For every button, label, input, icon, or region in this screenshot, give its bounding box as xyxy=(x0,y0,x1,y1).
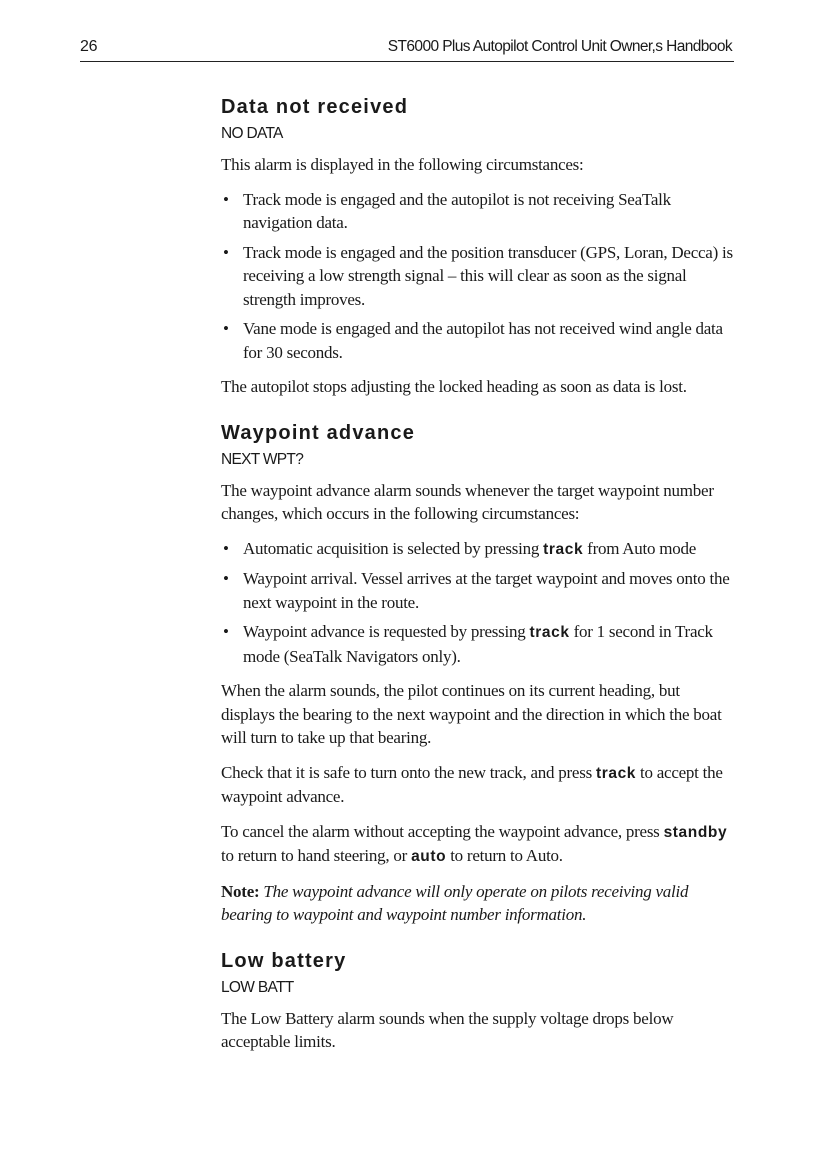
display-code: NEXT WPT? xyxy=(221,450,304,468)
list-item xyxy=(221,537,736,562)
section-heading: Waypoint advance xyxy=(221,421,416,444)
list-item: • Waypoint arrival. Vessel arrives at the target waypoint and moves onto the next waypoint in the route. xyxy=(221,567,736,614)
text-run: to return to hand steering, or xyxy=(221,846,412,865)
paragraph: This alarm is displayed in the following circumstances: xyxy=(221,155,584,174)
section-heading: Data not received xyxy=(221,96,409,118)
page-body xyxy=(221,93,736,1065)
list-item: • Vane mode is engaged and the autopilot has not received wind angle data for 30 seconds. xyxy=(221,317,736,364)
paragraph: When the alarm sounds, the pilot continues on its current heading, but displays the bearing to the next waypoint and the direction in which the boat will turn to take up that bearing. xyxy=(221,681,722,747)
text-run: to accept the waypoint advance. xyxy=(221,762,723,806)
text-run: from Auto mode xyxy=(583,538,697,558)
paragraph: The waypoint advance alarm sounds whenever the target waypoint number changes, which occurs in the following circumstances: xyxy=(221,480,714,523)
paragraph: The autopilot stops adjusting the locked heading as soon as data is lost. xyxy=(221,377,687,396)
section-low-battery xyxy=(221,947,736,1054)
section-waypoint-advance xyxy=(221,419,736,927)
text-run: Waypoint advance is requested by pressing xyxy=(243,622,530,641)
text-run: To cancel the alarm without accepting the waypoint advance, press xyxy=(221,821,664,841)
text-run: Check that it is safe to turn onto the new track, and press xyxy=(221,762,596,782)
paragraph xyxy=(221,761,736,809)
key-name-track: track xyxy=(595,764,637,782)
key-name-standby: standby xyxy=(663,823,728,841)
key-name-auto: auto xyxy=(411,848,447,865)
display-code: NO DATA xyxy=(221,125,283,142)
text-run: Automatic acquisition is selected by pressing xyxy=(243,538,544,558)
text-run: to return to Auto. xyxy=(446,846,563,865)
section-data-not-received xyxy=(221,93,736,399)
page-number: 26 xyxy=(80,38,98,55)
display-code: LOW BATT xyxy=(221,978,294,996)
list-item: • Track mode is engaged and the autopilot is not receiving SeaTalk navigation data. xyxy=(221,188,736,235)
bullet-list xyxy=(221,188,736,365)
header-rule xyxy=(80,61,734,62)
paragraph: The Low Battery alarm sounds when the supply voltage drops below acceptable limits. xyxy=(221,1008,674,1051)
key-name-track: track xyxy=(529,624,570,641)
list-item: • Track mode is engaged and the position transducer (GPS, Loran, Decca) is receiving a low strength signal – this will clear as soon as the signal strength improves. xyxy=(221,241,736,312)
note-label: Note: xyxy=(221,881,260,901)
list-item xyxy=(221,620,736,668)
paragraph xyxy=(221,820,736,869)
note xyxy=(221,880,736,927)
bullet-list xyxy=(221,537,736,669)
running-title: ST6000 Plus Autopilot Control Unit Owner,s Handbook xyxy=(387,38,732,55)
note-text: The waypoint advance will only operate on pilots receiving valid bearing to waypoint and waypoint number information. xyxy=(221,881,689,924)
text-run: for 1 second in Track mode (SeaTalk Navigators only). xyxy=(243,622,713,666)
section-heading: Low battery xyxy=(221,949,347,972)
key-name-track: track xyxy=(543,540,584,558)
